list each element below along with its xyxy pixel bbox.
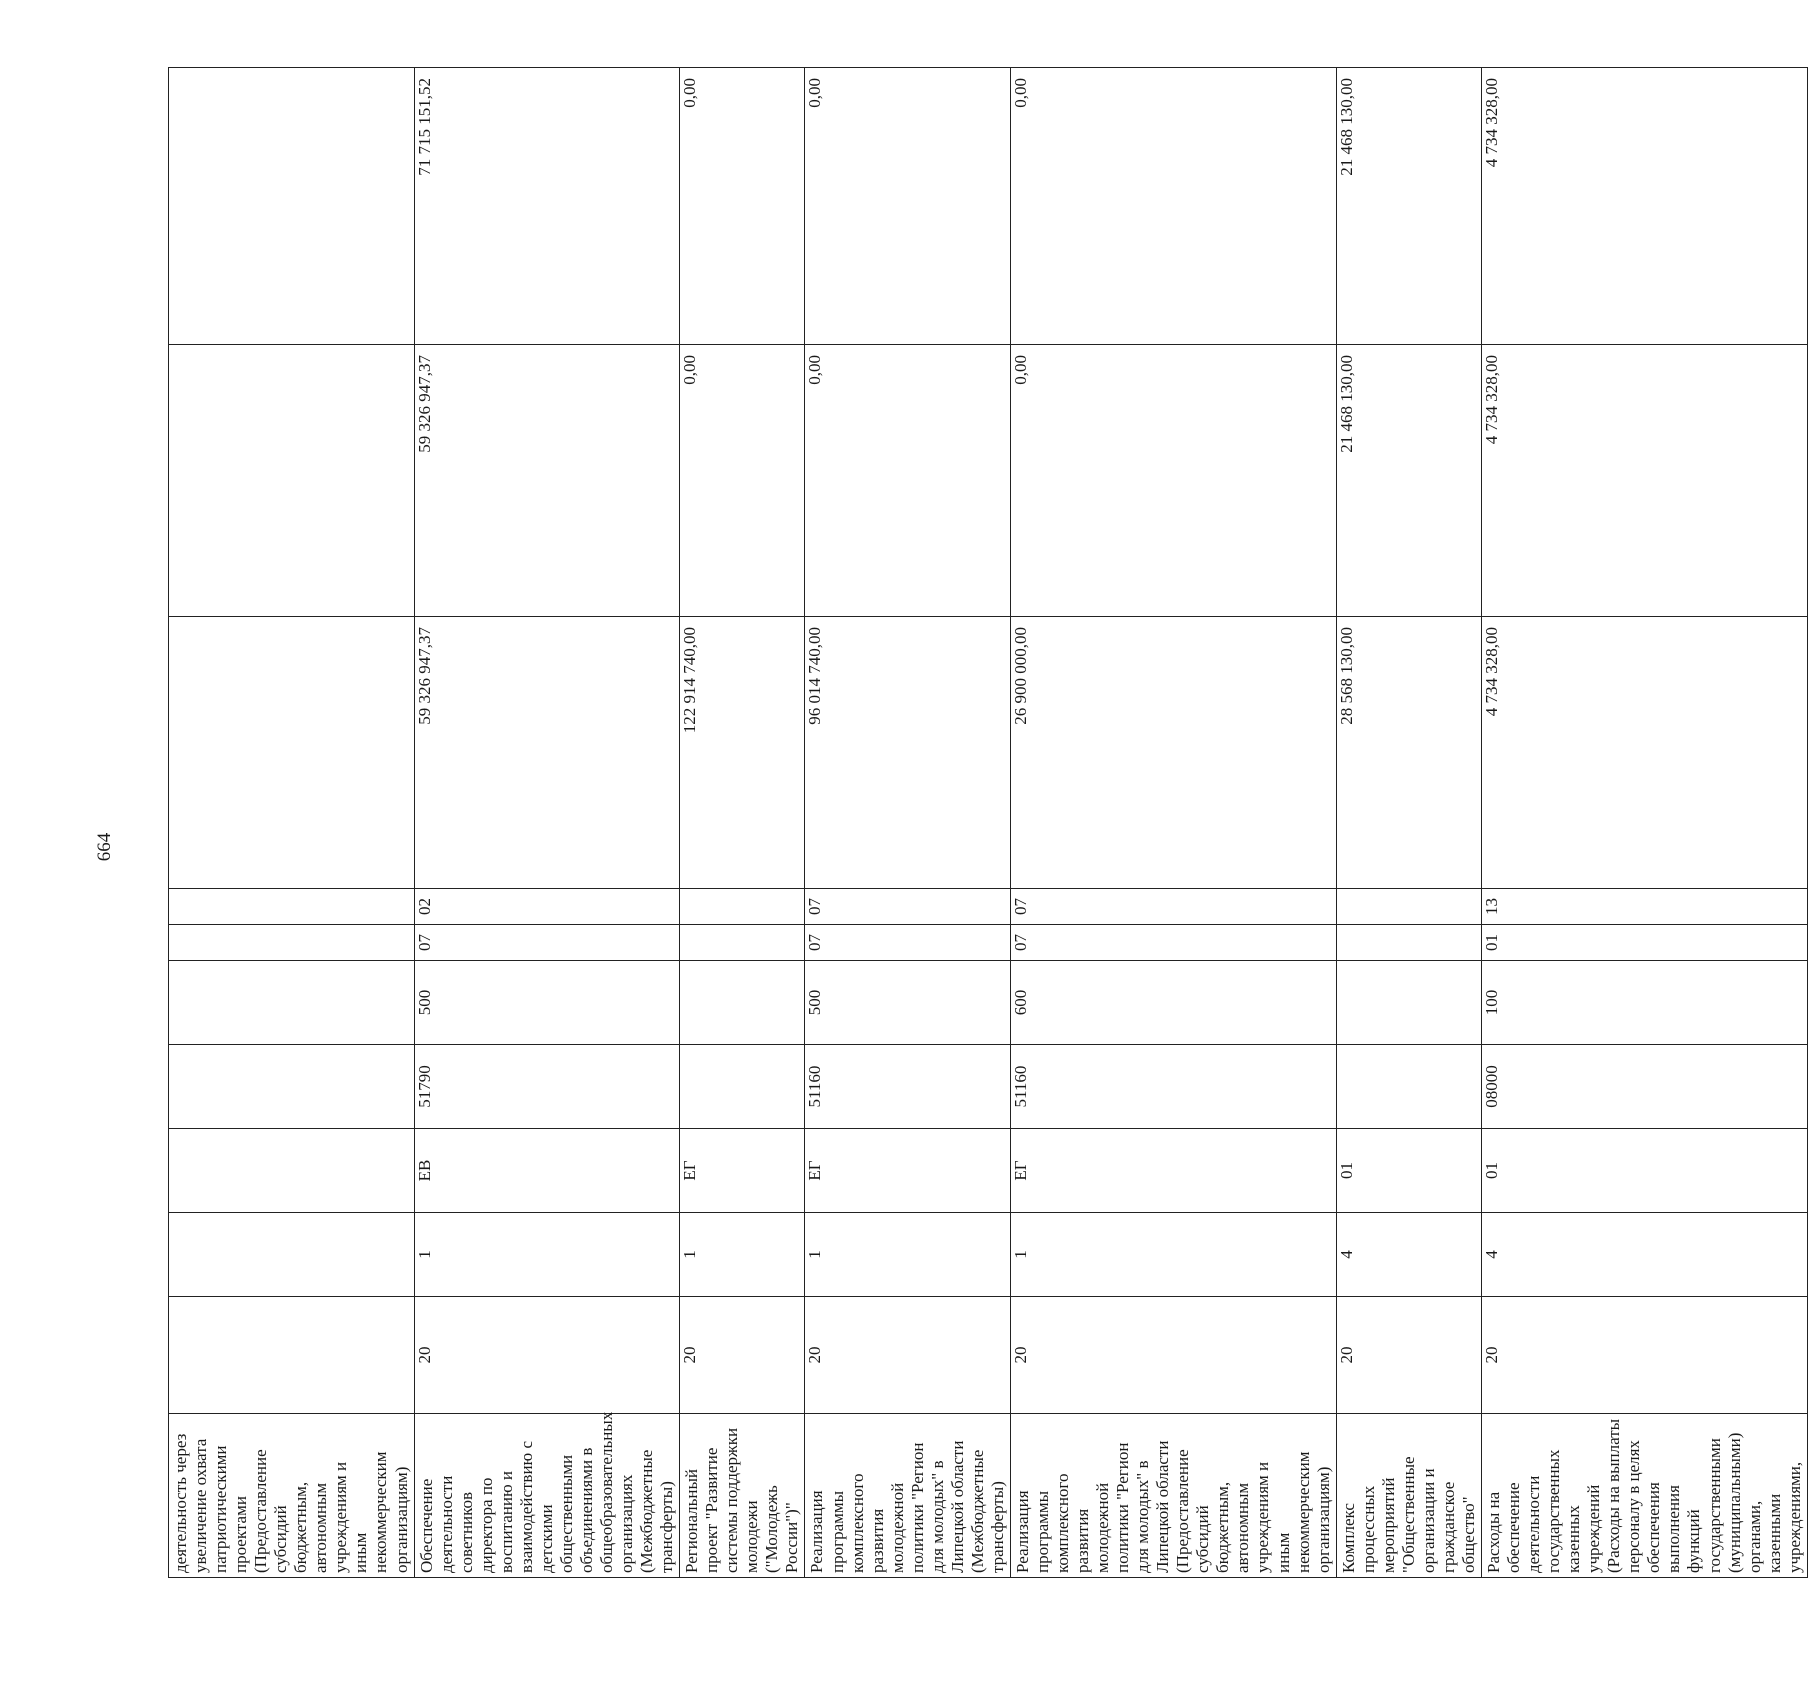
- code-subprogram: [169, 1129, 415, 1213]
- table-row: [680, 68, 805, 1578]
- code-subsection: [1336, 889, 1481, 925]
- code-direction: 51790: [414, 1045, 680, 1129]
- code-direction: 51160: [805, 1045, 1010, 1129]
- amount-year-2: 21 468 130,00: [1336, 345, 1481, 617]
- table-row: [1010, 68, 1336, 1578]
- code-ministry: 20: [1482, 1297, 1808, 1414]
- code-direction: 51160: [1010, 1045, 1336, 1129]
- row-description: Региональный проект "Развитие системы поддержки молодежи ("Молодежь России")": [680, 1414, 805, 1578]
- row-description: Реализация программы комплексного развития молодежной политики "Регион для молодых" в Липецкой области (Межбюджетные трансферты): [805, 1414, 1010, 1578]
- code-subsection: [169, 889, 415, 925]
- amount-year-3: 0,00: [805, 68, 1010, 345]
- amount-year-1: 122 914 740,00: [680, 617, 805, 889]
- amount-year-2: 0,00: [1010, 345, 1336, 617]
- code-expense-type: 600: [1010, 961, 1336, 1045]
- budget-table: [168, 67, 1808, 1578]
- code-section: 07: [805, 925, 1010, 961]
- amount-year-3: 71 715 151,52: [414, 68, 680, 345]
- code-section: 01: [1482, 925, 1808, 961]
- code-program: 1: [805, 1213, 1010, 1297]
- code-subsection: 07: [1010, 889, 1336, 925]
- row-description: Обеспечение деятельности советников директора по воспитанию и взаимодействию с детскими общественными объединениями в общеобразовательных организациях (Межбюджетные трансферты): [414, 1414, 680, 1578]
- amount-year-2: 4 734 328,00: [1482, 345, 1808, 617]
- amount-year-3: 21 468 130,00: [1336, 68, 1481, 345]
- amount-year-1: 28 568 130,00: [1336, 617, 1481, 889]
- code-expense-type: 500: [414, 961, 680, 1045]
- code-subprogram: ЕГ: [1010, 1129, 1336, 1213]
- amount-year-1: 4 734 328,00: [1482, 617, 1808, 889]
- code-program: 1: [680, 1213, 805, 1297]
- code-program: 4: [1336, 1213, 1481, 1297]
- amount-year-2: 0,00: [680, 345, 805, 617]
- code-subprogram: ЕГ: [805, 1129, 1010, 1213]
- code-direction: 08000: [1482, 1045, 1808, 1129]
- code-section: [680, 925, 805, 961]
- code-section: 07: [1010, 925, 1336, 961]
- code-subprogram: ЕГ: [680, 1129, 805, 1213]
- amount-year-3: [169, 68, 415, 345]
- code-subsection: 07: [805, 889, 1010, 925]
- rotated-table-container: [168, 68, 1804, 1578]
- table-row: [1482, 68, 1808, 1578]
- amount-year-1: 59 326 947,37: [414, 617, 680, 889]
- code-subsection: [680, 889, 805, 925]
- amount-year-2: 59 326 947,37: [414, 345, 680, 617]
- code-section: [1336, 925, 1481, 961]
- table-row: [169, 68, 415, 1578]
- code-subprogram: ЕВ: [414, 1129, 680, 1213]
- code-section: 07: [414, 925, 680, 961]
- table-row: [1336, 68, 1481, 1578]
- row-description: Комплекс процессных мероприятий "Общественные организации и гражданское общество": [1336, 1414, 1481, 1578]
- code-direction: [680, 1045, 805, 1129]
- code-section: [169, 925, 415, 961]
- code-program: [169, 1213, 415, 1297]
- code-expense-type: 100: [1482, 961, 1808, 1045]
- amount-year-3: 0,00: [1010, 68, 1336, 345]
- code-ministry: 20: [1010, 1297, 1336, 1414]
- code-direction: [169, 1045, 415, 1129]
- code-expense-type: 500: [805, 961, 1010, 1045]
- table-row: [805, 68, 1010, 1578]
- amount-year-3: 0,00: [680, 68, 805, 345]
- code-expense-type: [1336, 961, 1481, 1045]
- amount-year-2: 0,00: [805, 345, 1010, 617]
- page-number: 664: [94, 832, 115, 862]
- amount-year-1: [169, 617, 415, 889]
- table-row: [414, 68, 680, 1578]
- amount-year-2: [169, 345, 415, 617]
- row-description: Расходы на обеспечение деятельности государственных казенных учреждений (Расходы на выплаты персоналу в целях обеспечения выполнения функций государственными (муниципальными) органами, казенными учреждениями,: [1482, 1414, 1808, 1578]
- code-ministry: [169, 1297, 415, 1414]
- code-expense-type: [169, 961, 415, 1045]
- code-ministry: 20: [414, 1297, 680, 1414]
- code-program: 1: [1010, 1213, 1336, 1297]
- row-description: деятельность через увеличение охвата патриотическими проектами (Предоставление субсидий бюджетным, автономным учреждениям и иным некоммерческим организациям): [169, 1414, 415, 1578]
- code-program: 4: [1482, 1213, 1808, 1297]
- code-ministry: 20: [805, 1297, 1010, 1414]
- code-direction: [1336, 1045, 1481, 1129]
- amount-year-1: 26 900 000,00: [1010, 617, 1336, 889]
- row-description: Реализация программы комплексного развития молодежной политики "Регион для молодых" в Липецкой области (Предоставление субсидий бюджетным, автономным учреждениям и иным некоммерческим организациям): [1010, 1414, 1336, 1578]
- code-subprogram: 01: [1336, 1129, 1481, 1213]
- code-program: 1: [414, 1213, 680, 1297]
- code-subprogram: 01: [1482, 1129, 1808, 1213]
- code-ministry: 20: [1336, 1297, 1481, 1414]
- code-ministry: 20: [680, 1297, 805, 1414]
- code-expense-type: [680, 961, 805, 1045]
- amount-year-1: 96 014 740,00: [805, 617, 1010, 889]
- code-subsection: 02: [414, 889, 680, 925]
- amount-year-3: 4 734 328,00: [1482, 68, 1808, 345]
- code-subsection: 13: [1482, 889, 1808, 925]
